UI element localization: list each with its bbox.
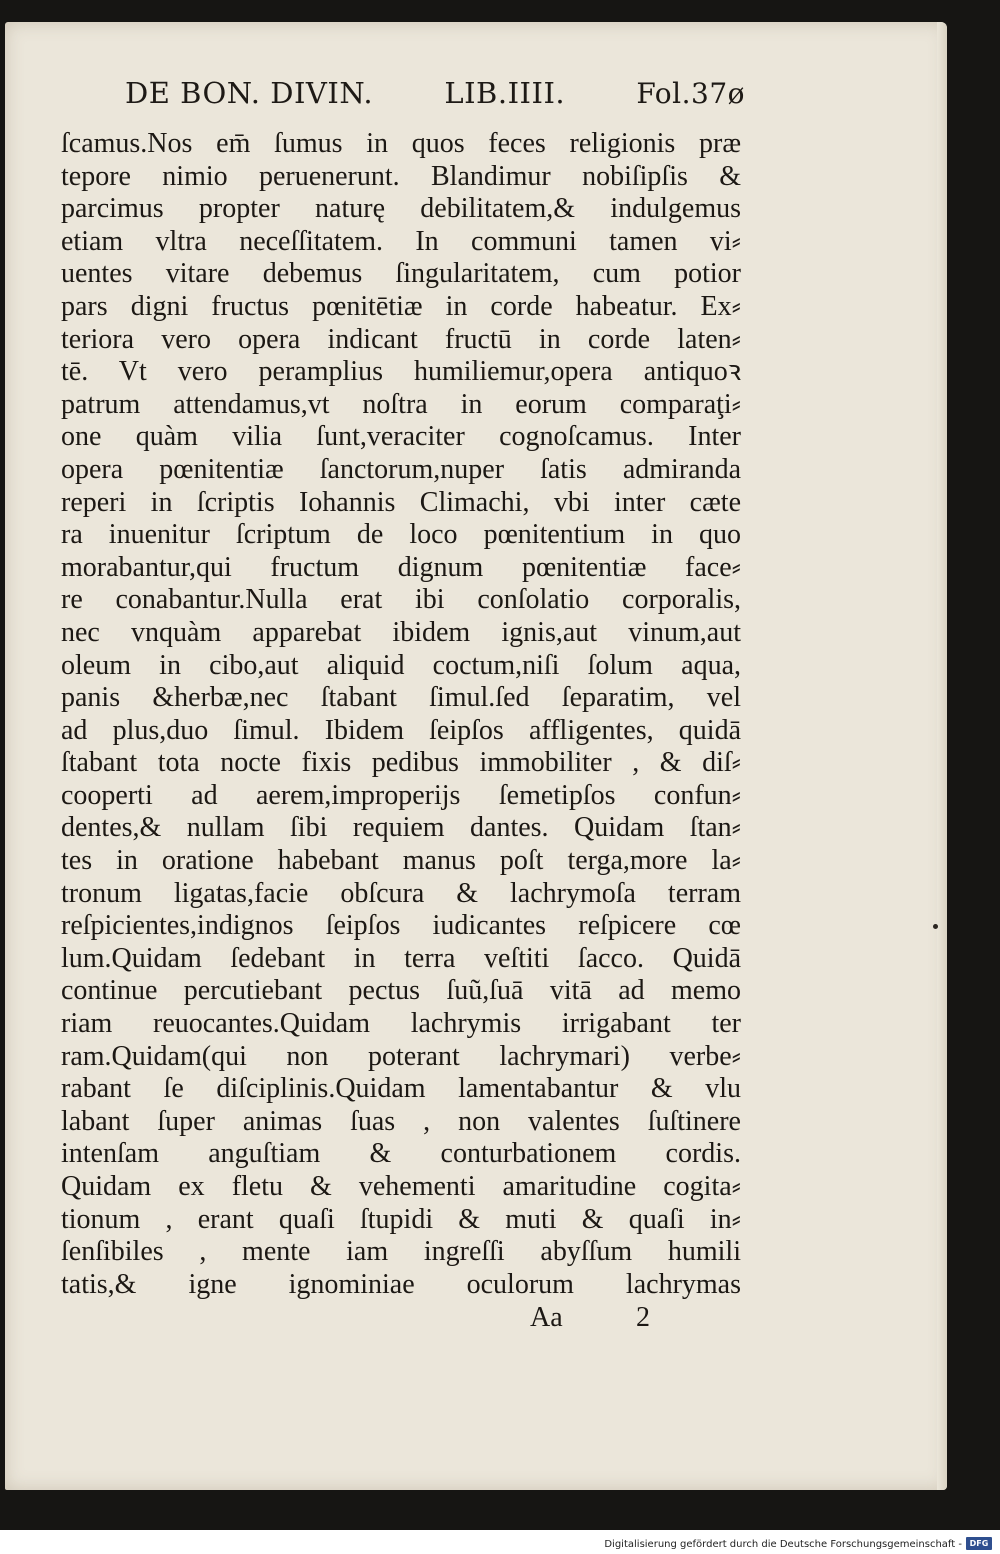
text-line: uentes vitare debemus ſingularitatem, cum potior [61,258,741,290]
digitization-credit: Digitalisierung gefördert durch die Deutsche Forschungsgemeinschaft - [604,1539,962,1550]
text-line: Quidam ex fletu & vehementi amaritudine cogita⸗ [61,1171,741,1202]
text-line: etiam vltra neceſſitatem. In communi tamen vi⸗ [61,225,741,257]
text-line: dentes,& nullam ſibi requiem dantes. Quidam ſtan⸗ [61,812,741,844]
margin-dot [933,924,938,929]
text-line: cooperti ad aerem,improperijs ſemetipſos confun⸗ [61,779,741,811]
signature-number: 2 [636,1302,650,1333]
text-line: panis &herbæ,nec ſtabant ſimul.ſed ſeparatim, vel [61,682,741,714]
text-line: pars digni fructus pœnitētiæ in corde habeatur. Ex⸗ [61,290,741,322]
text-line: intenſam anguſtiam & conturbationem cordis. [61,1138,741,1170]
text-line: ram.Quidam(qui non poterant lachrymari) verbe⸗ [61,1040,741,1072]
running-head-book: LIB.IIII. [444,76,566,110]
text-line: patrum attendamus,vt noſtra in eorum comparaţi⸗ [61,388,741,420]
text-line: tes in oratione habebant manus poſt terga,more la⸗ [61,845,741,877]
dfg-logo: DFG [966,1537,992,1550]
running-head [125,76,745,110]
signature-mark [530,1302,650,1334]
text-line: reperi in ſcriptis Iohannis Climachi, vbi inter cæte [61,486,741,518]
text-line: morabantur,qui fructum dignum pœnitentiæ face⸗ [61,551,741,583]
text-line: rabant ſe diſciplinis.Quidam lamentabantur & vlu [61,1073,741,1105]
text-line: tē. Vt vero peramplius humiliemur,opera antiquoꝛ [61,356,741,388]
text-line: tepore nimio peruenerunt. Blandimur nobiſipſis & [61,160,741,192]
text-line: parcimus propter naturę debilitatem,& indulgemus [61,193,741,225]
text-line: continue percutiebant pectus ſuũ,ſuā vitā ad memo [61,975,741,1007]
signature-letters: Aa [530,1302,563,1333]
text-line: tionum , erant quaſi ſtupidi & muti & quaſi in⸗ [61,1203,741,1235]
text-line: ſcamus.Nos em̄ ſumus in quos feces religionis præ [61,128,741,159]
text-line: nec vnquàm apparebat ibidem ignis,aut vinum,aut [61,616,741,648]
text-line: lum.Quidam ſedebant in terra veſtiti ſacco. Quidā [61,942,741,974]
text-line: tronum ligatas,facie obſcura & lachrymoſa terram [61,877,741,909]
text-line: ſenſibiles , mente iam ingreſſi abyſſum humili [61,1236,741,1268]
folio-number: Fol.37ø [636,77,745,110]
text-line: re conabantur.Nulla erat ibi conſolatio corporalis, [61,584,741,616]
body-text [61,128,741,1301]
text-line: reſpicientes,indignos ſeipſos iudicantes reſpicere cœ [61,910,741,942]
text-line: tatis,& igne ignominiae oculorum lachrymas [61,1268,741,1300]
text-line: ſtabant tota nocte fixis pedibus immobiliter , & diſ⸗ [61,747,741,779]
text-line: riam reuocantes.Quidam lachrymis irrigabant ter [61,1008,741,1040]
text-line: teriora vero opera indicant fructū in corde laten⸗ [61,323,741,355]
running-head-title: DE BON. DIVIN. [125,76,374,110]
text-line: one quàm vilia ſunt,veraciter cognoſcamus. Inter [61,421,741,453]
text-line: labant ſuper animas ſuas , non valentes ſuſtinere [61,1105,741,1137]
text-line: ad plus,duo ſimul. Ibidem ſeipſos affligentes, quidā [61,714,741,746]
text-line: oleum in cibo,aut aliquid coctum,niſi ſolum aqua, [61,649,741,681]
text-line: ra inuenitur ſcriptum de loco pœnitentium in quo [61,519,741,551]
text-line: opera pœnitentiæ ſanctorum,nuper ſatis admiranda [61,453,741,485]
page-edge [937,22,947,1490]
